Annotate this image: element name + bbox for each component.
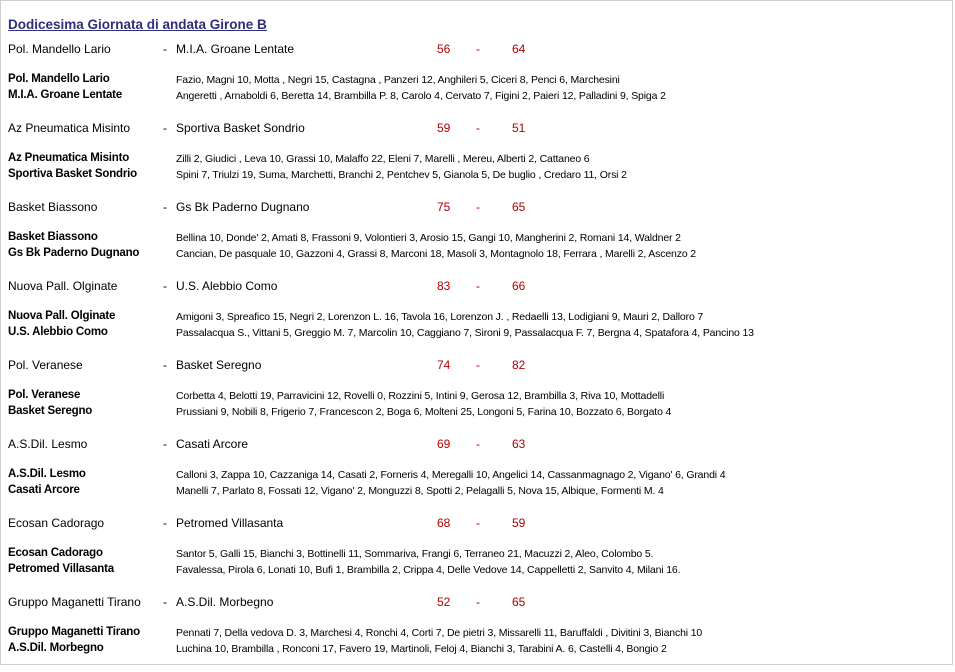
- home-team: Az Pneumatica Misinto: [8, 121, 131, 135]
- home-team: Pol. Veranese: [8, 358, 83, 372]
- team-separator: -: [163, 279, 167, 293]
- team-separator: -: [163, 595, 167, 609]
- team-separator: -: [163, 121, 167, 135]
- away-roster-team: Casati Arcore: [8, 484, 80, 496]
- home-score: 56: [437, 42, 451, 56]
- away-score: 65: [512, 595, 526, 609]
- home-score: 59: [437, 121, 451, 135]
- away-roster-players: Manelli 7, Parlato 8, Fossati 12, Vigano' 2, Monguzzi 8, Spotti 2, Pelagalli 5, Nova 15, Albique, Formenti M. 4: [176, 485, 664, 497]
- team-separator: -: [163, 437, 167, 451]
- away-score: 66: [512, 279, 526, 293]
- home-score: 52: [437, 595, 451, 609]
- away-score: 59: [512, 516, 526, 530]
- team-separator: -: [163, 358, 167, 372]
- away-score: 51: [512, 121, 526, 135]
- score-separator: -: [476, 42, 480, 56]
- away-roster-team: Gs Bk Paderno Dugnano: [8, 247, 140, 259]
- away-team: Gs Bk Paderno Dugnano: [176, 200, 310, 214]
- score-separator: -: [476, 121, 480, 135]
- away-team: Casati Arcore: [176, 437, 249, 451]
- home-roster-players: Corbetta 4, Belotti 19, Parravicini 12, Rovelli 0, Rozzini 5, Intini 9, Gerosa 12, Brambilla 3, Riva 10, Mottadelli: [176, 390, 665, 402]
- away-team: U.S. Alebbio Como: [176, 279, 278, 293]
- score-separator: -: [476, 279, 480, 293]
- home-team: Gruppo Maganetti Tirano: [8, 595, 141, 609]
- home-score: 83: [437, 279, 451, 293]
- away-score: 64: [512, 42, 526, 56]
- away-roster-players: Angeretti , Arnaboldi 6, Beretta 14, Brambilla P. 8, Carolo 4, Cervato 7, Figini 2, Paieri 12, Palladini 9, Spiga 2: [176, 90, 666, 102]
- away-roster-players: Luchina 10, Brambilla , Ronconi 17, Favero 19, Martinoli, Feloj 4, Bianchi 3, Tarabini A. 6, Castelli 4, Bongio 2: [176, 643, 667, 655]
- away-roster-team: A.S.Dil. Morbegno: [8, 642, 104, 654]
- home-score: 69: [437, 437, 451, 451]
- team-separator: -: [163, 42, 167, 56]
- away-score: 63: [512, 437, 526, 451]
- away-roster-players: Favalessa, Pirola 6, Lonati 10, Bufi 1, Brambilla 2, Crippa 4, Delle Vedove 14, Cappelletti 2, Sanvito 4, Milani 16.: [176, 564, 681, 576]
- score-separator: -: [476, 595, 480, 609]
- away-roster-team: Petromed Villasanta: [8, 563, 114, 575]
- home-score: 75: [437, 200, 451, 214]
- home-roster-players: Bellina 10, Donde' 2, Amati 8, Frassoni 9, Volontieri 3, Arosio 15, Gangi 10, Mangherini 2, Romani 14, Waldner 2: [176, 232, 681, 244]
- home-roster-team: Az Pneumatica Misinto: [8, 152, 130, 164]
- away-roster-players: Spini 7, Triulzi 19, Suma, Marchetti, Branchi 2, Pentchev 5, Gianola 5, De buglio , Credaro 11, Orsi 2: [176, 169, 627, 181]
- home-roster-team: Ecosan Cadorago: [8, 547, 103, 559]
- home-roster-players: Zilli 2, Giudici , Leva 10, Grassi 10, Malaffo 22, Eleni 7, Marelli , Mereu, Alberti 2, Cattaneo 6: [176, 153, 590, 165]
- away-roster-team: M.I.A. Groane Lentate: [8, 89, 123, 101]
- home-roster-players: Pennati 7, Della vedova D. 3, Marchesi 4, Ronchi 4, Corti 7, De pietri 3, Missarelli 11, Baruffaldi , Divitini 3, Bianchi 10: [176, 627, 703, 639]
- score-separator: -: [476, 200, 480, 214]
- home-roster-team: Basket Biassono: [8, 231, 98, 243]
- away-roster-players: Prussiani 9, Nobili 8, Frigerio 7, Francescon 2, Boga 6, Molteni 25, Longoni 5, Farina 10, Bozzato 6, Borgato 4: [176, 406, 672, 418]
- home-roster-players: Fazio, Magni 10, Motta , Negri 15, Castagna , Panzeri 12, Anghileri 5, Ciceri 8, Penci 6, Marchesini: [176, 74, 620, 86]
- away-team: Petromed Villasanta: [176, 516, 284, 530]
- home-roster-team: Gruppo Maganetti Tirano: [8, 626, 140, 638]
- away-roster-team: U.S. Alebbio Como: [8, 326, 108, 338]
- away-roster-players: Cancian, De pasquale 10, Gazzoni 4, Grassi 8, Marconi 18, Masoli 3, Montagnolo 18, Ferrara , Marelli 2, Ascenzo 2: [176, 248, 696, 260]
- team-separator: -: [163, 200, 167, 214]
- home-roster-team: Pol. Veranese: [8, 389, 81, 401]
- away-team: M.I.A. Groane Lentate: [176, 42, 295, 56]
- away-roster-players: Passalacqua S., Vittani 5, Greggio M. 7, Marcolin 10, Caggiano 7, Sironi 9, Passalacqua F. 7, Bergna 4, Spatafora 4, Pancino 13: [176, 327, 754, 339]
- away-team: Basket Seregno: [176, 358, 262, 372]
- team-separator: -: [163, 516, 167, 530]
- home-roster-team: A.S.Dil. Lesmo: [8, 468, 86, 480]
- home-roster-players: Amigoni 3, Spreafico 15, Negri 2, Lorenzon L. 16, Tavola 16, Lorenzon J. , Redaelli 13, Lodigiani 9, Mauri 2, Dalloro 7: [176, 311, 704, 323]
- home-roster-players: Santor 5, Galli 15, Bianchi 3, Bottinelli 11, Sommariva, Frangi 6, Terraneo 21, Macuzzi 2, Aleo, Colombo 5.: [176, 548, 654, 560]
- away-score: 82: [512, 358, 526, 372]
- score-separator: -: [476, 358, 480, 372]
- home-team: A.S.Dil. Lesmo: [8, 437, 88, 451]
- page-title: Dodicesima Giornata di andata Girone B: [8, 17, 267, 32]
- away-score: 65: [512, 200, 526, 214]
- away-roster-team: Basket Seregno: [8, 405, 93, 417]
- score-separator: -: [476, 516, 480, 530]
- away-team: A.S.Dil. Morbegno: [176, 595, 274, 609]
- home-score: 74: [437, 358, 451, 372]
- away-team: Sportiva Basket Sondrio: [176, 121, 305, 135]
- home-team: Ecosan Cadorago: [8, 516, 105, 530]
- home-roster-players: Calloni 3, Zappa 10, Cazzaniga 14, Casati 2, Forneris 4, Meregalli 10, Angelici 14, Cassanmagnago 2, Vigano' 6, Grandi 4: [176, 469, 726, 481]
- home-team: Nuova Pall. Olginate: [8, 279, 118, 293]
- home-roster-team: Pol. Mandello Lario: [8, 73, 110, 85]
- home-team: Pol. Mandello Lario: [8, 42, 111, 56]
- score-separator: -: [476, 437, 480, 451]
- home-roster-team: Nuova Pall. Olginate: [8, 310, 116, 322]
- home-team: Basket Biassono: [8, 200, 98, 214]
- home-score: 68: [437, 516, 451, 530]
- away-roster-team: Sportiva Basket Sondrio: [8, 168, 137, 180]
